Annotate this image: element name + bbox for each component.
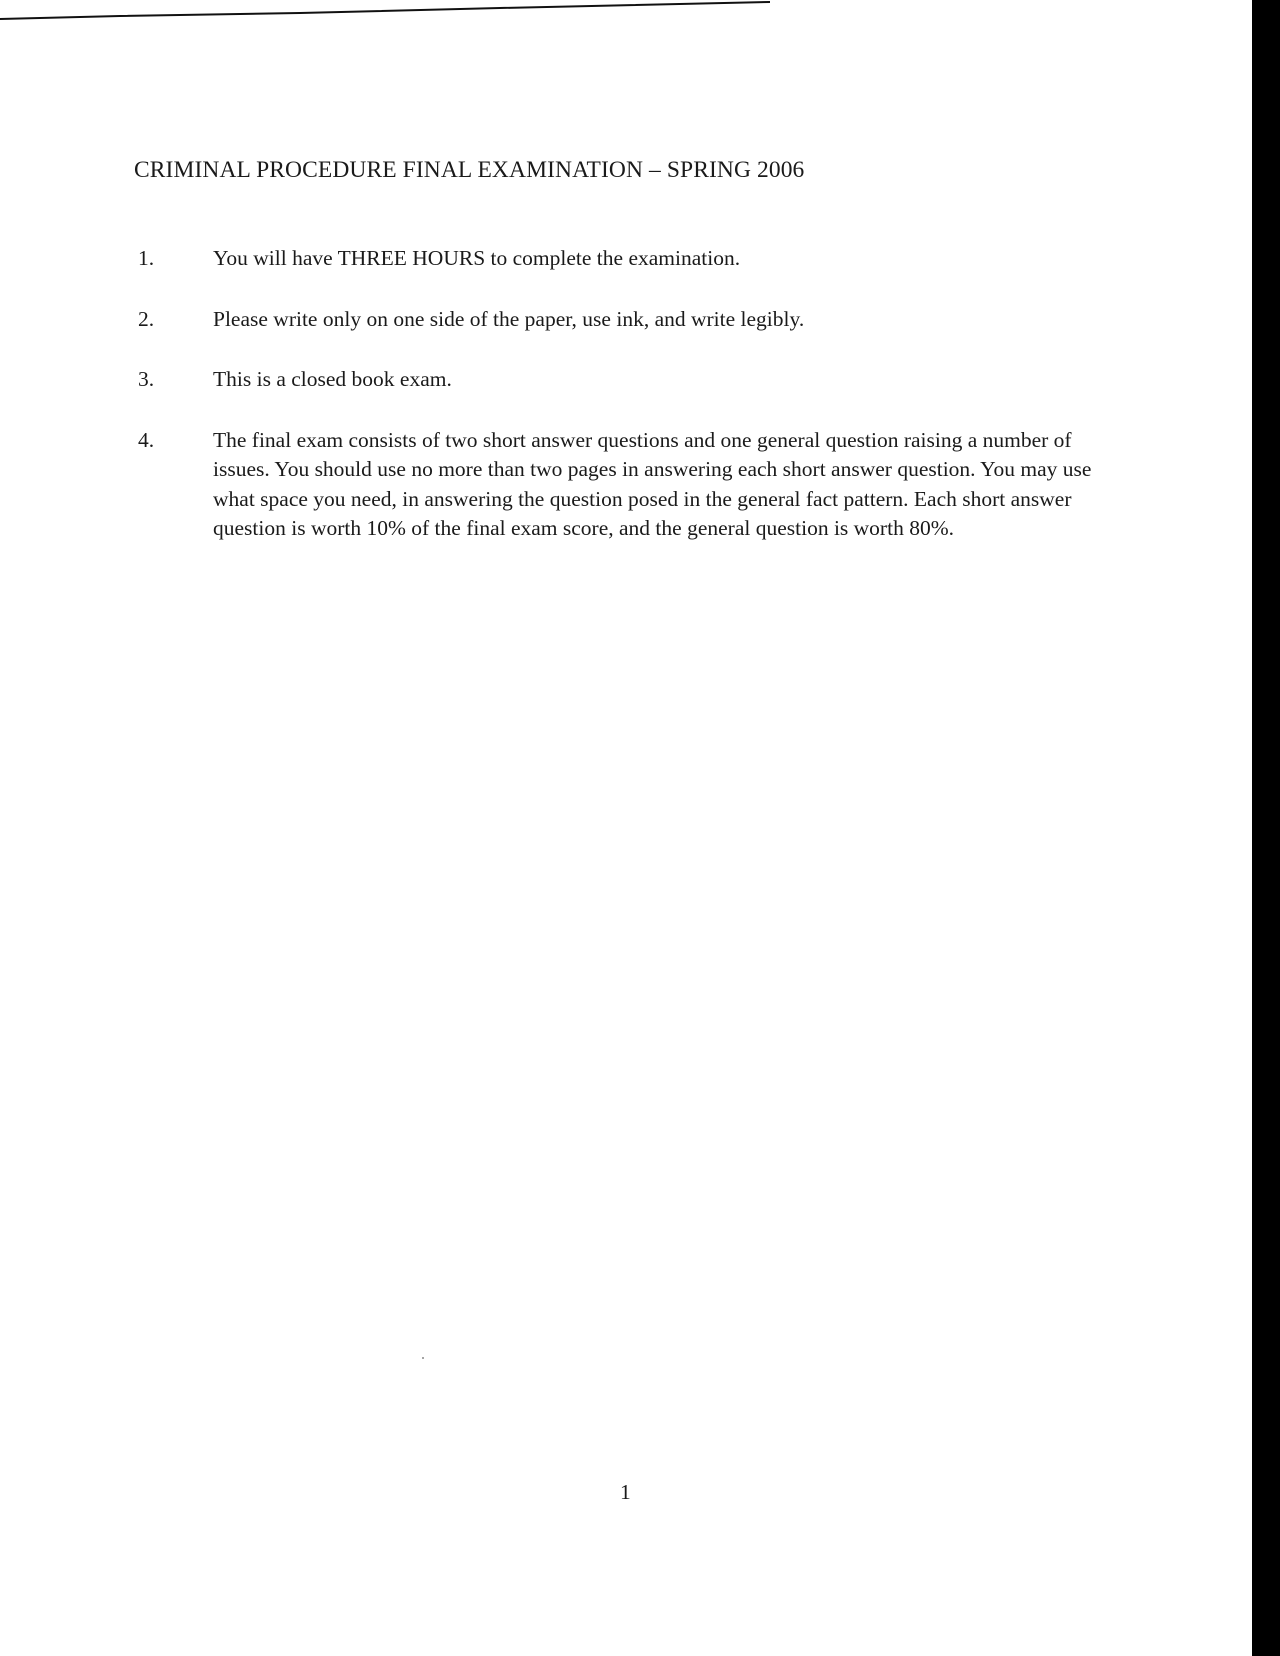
instruction-item [134, 244, 1124, 274]
exam-title: CRIMINAL PROCEDURE FINAL EXAMINATION – SPRING 2006 [134, 157, 805, 183]
instruction-number: 4. [138, 427, 155, 452]
instruction-number: 3. [138, 367, 155, 391]
scan-edge-line [0, 0, 770, 24]
instruction-number: 1. [138, 246, 155, 270]
scan-speck [422, 1357, 424, 1359]
instructions-list [134, 244, 1124, 575]
instruction-text: The final exam consists of two short answer questions and one general question raising a number of issues. You should use no more than two pages in answering each short answer question. You may use what space you need, in answering the question posed in the general fact pattern. Each short answer question is worth 10% of the final exam score, and the general question is worth 80%. [213, 427, 1092, 540]
scan-border-bar [1252, 0, 1280, 1656]
instruction-item [134, 365, 1124, 395]
instruction-number: 2. [138, 306, 155, 331]
instruction-text: You will have THREE HOURS to complete the examination. [213, 246, 741, 270]
instruction-text: This is a closed book exam. [213, 367, 452, 391]
page-number: 1 [620, 1480, 631, 1504]
instruction-text: Please write only on one side of the paper, use ink, and write legibly. [213, 306, 805, 331]
instruction-item [134, 305, 1124, 335]
instruction-item [134, 426, 1124, 544]
